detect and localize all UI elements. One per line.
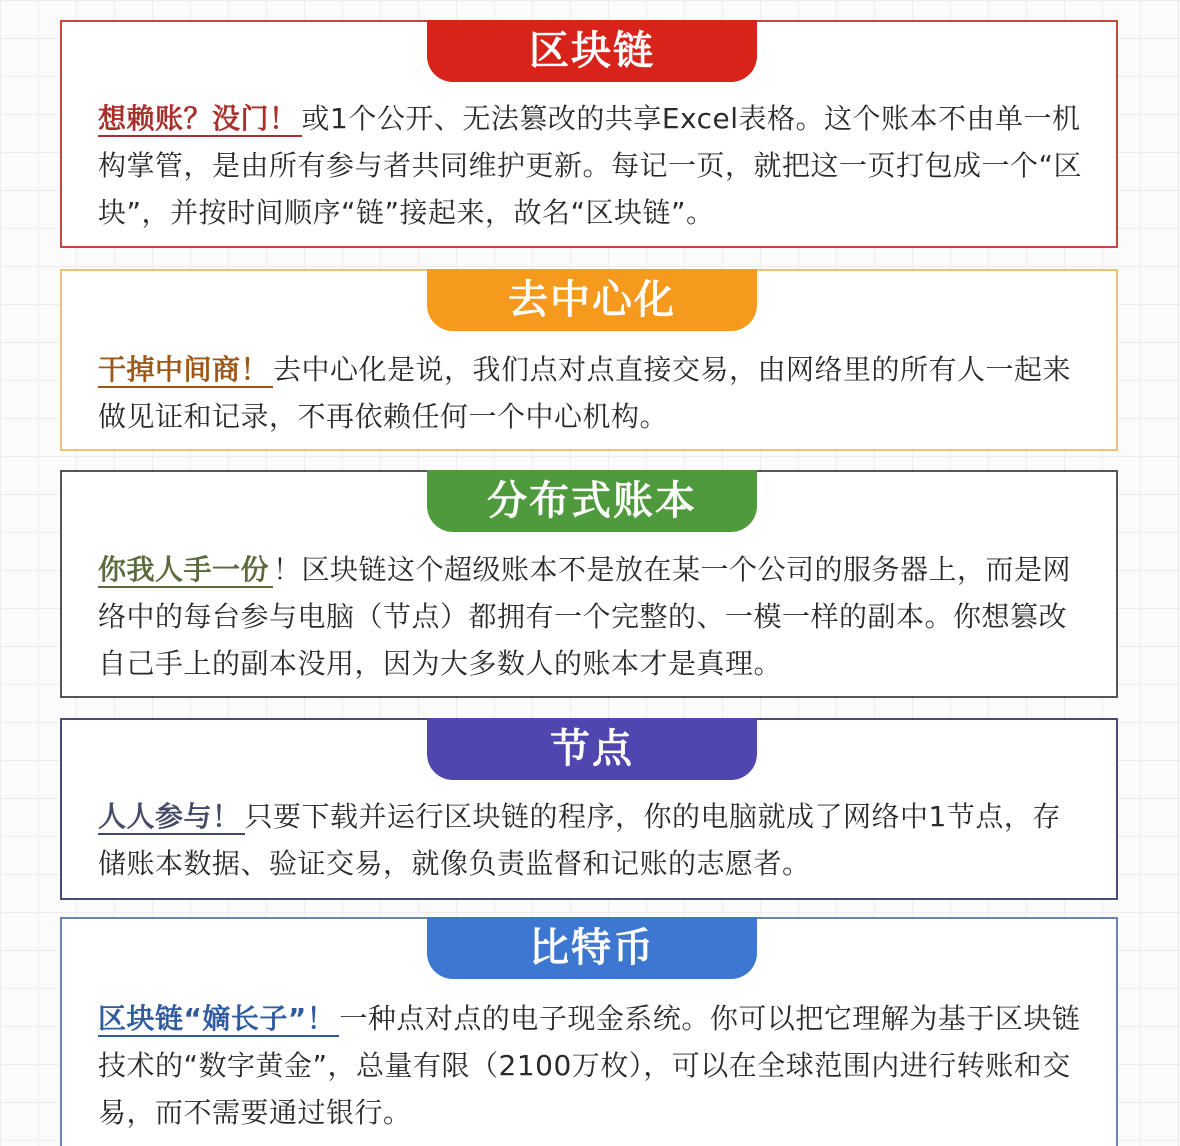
card-node (60, 718, 1118, 900)
card-body-blockchain (98, 95, 1088, 236)
card-highlight-distributed-ledger: 你我人手一份 (98, 553, 273, 588)
card-title-decentralization: 去中心化 (427, 269, 757, 331)
card-highlight-bitcoin: 区块链“嫡长子”！ (98, 1002, 339, 1037)
card-text-node: 只要下载并运行区块链的程序，你的电脑就成了网络中1节点，存储账本数据、验证交易，就像负责监督和记账的志愿者。 (98, 800, 1061, 880)
card-body-bitcoin (98, 995, 1088, 1136)
card-text-blockchain: 或1个公开、无法篡改的共享Excel表格。这个账本不由单一机构掌管，是由所有参与者共同维护更新。每记一页，就把这一页打包成一个“区块”，并按时间顺序“链”接起来，故名“区块链”。 (98, 102, 1083, 229)
card-text-decentralization: 去中心化是说，我们点对点直接交易，由网络里的所有人一起来做见证和记录，不再依赖任何一个中心机构。 (98, 353, 1072, 433)
card-decentralization (60, 269, 1118, 451)
card-text-distributed-ledger: ！区块链这个超级账本不是放在某一个公司的服务器上，而是网络中的每台参与电脑（节点）都拥有一个完整的、一模一样的副本。你想篡改自己手上的副本没用，因为大多数人的账本才是真理。 (98, 553, 1072, 680)
card-body-decentralization (98, 346, 1088, 440)
card-bitcoin (60, 917, 1118, 1146)
card-distributed-ledger (60, 470, 1118, 698)
card-title-blockchain: 区块链 (427, 20, 757, 82)
card-title-node: 节点 (427, 718, 757, 780)
card-body-distributed-ledger (98, 546, 1088, 687)
card-text-bitcoin: 一种点对点的电子现金系统。你可以把它理解为基于区块链技术的“数字黄金”，总量有限（2100万枚），可以在全球范围内进行转账和交易，而不需要通过银行。 (98, 1002, 1081, 1129)
card-body-node (98, 793, 1088, 887)
card-title-distributed-ledger: 分布式账本 (427, 470, 757, 532)
card-blockchain (60, 20, 1118, 248)
card-highlight-decentralization: 干掉中间商！ (98, 353, 273, 388)
card-highlight-node: 人人参与！ (98, 800, 245, 835)
card-highlight-blockchain: 想赖账？没门！ (98, 102, 302, 137)
card-title-bitcoin: 比特币 (427, 917, 757, 979)
